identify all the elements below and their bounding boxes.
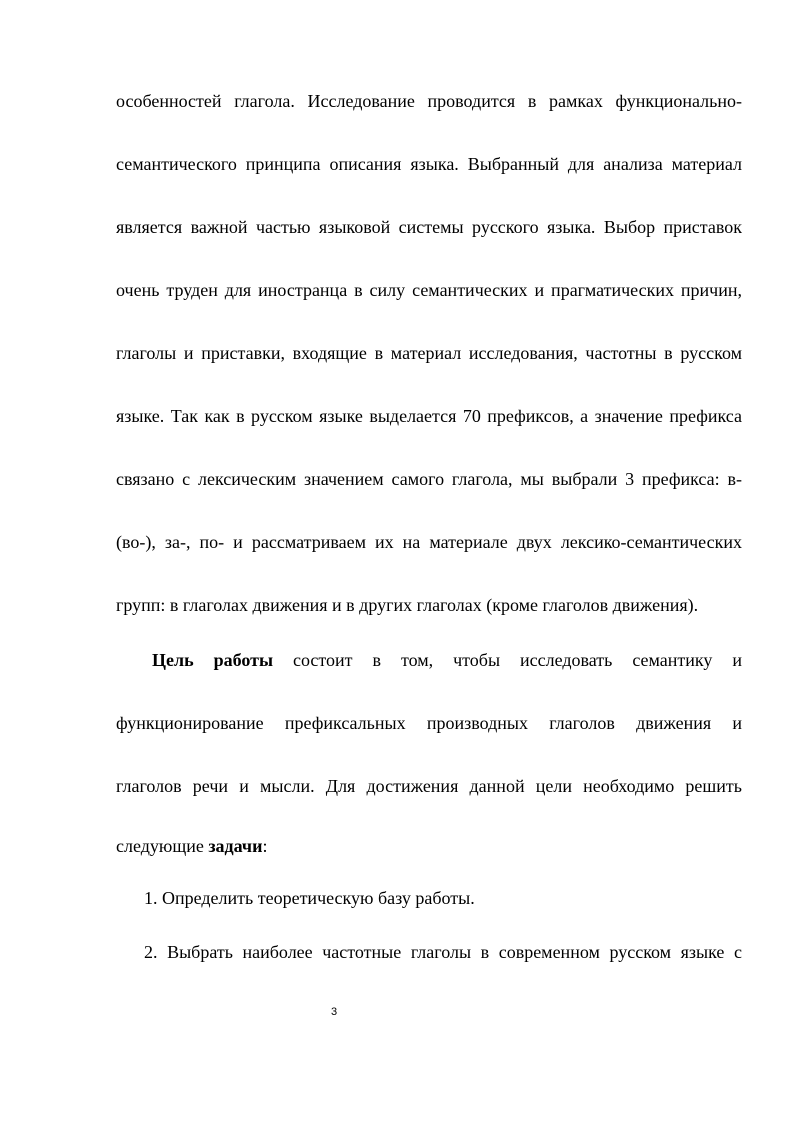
goal-heading: Цель работы (152, 650, 274, 670)
paragraph-line-1: особенностей глагола. Исследование проводится в рамках функционально- (116, 91, 742, 111)
tasks-heading: задачи (208, 836, 263, 856)
paragraph-line-8: (во-), за-, по- и рассматриваем их на материале двух лексико-семантических (116, 532, 742, 552)
paragraph-line-6: языке. Так как в русском языке выделается 70 префиксов, а значение префикса (116, 406, 742, 426)
goal-line-2: функционирование префиксальных производных глаголов движения и (116, 713, 742, 733)
task-item-1: 1. Определить теоретическую базу работы. (144, 888, 475, 908)
paragraph-line-2: семантического принципа описания языка. Выбранный для анализа материал (116, 154, 742, 174)
paragraph-line-3: является важной частью языковой системы русского языка. Выбор приставок (116, 217, 742, 237)
paragraph-line-4: очень труден для иностранца в силу семантических и прагматических причин, (116, 280, 742, 300)
page-number: 3 (331, 1006, 338, 1018)
paragraph-line-7: связано с лексическим значением самого глагола, мы выбрали 3 префикса: в- (116, 469, 742, 489)
goal-line-3: глаголов речи и мысли. Для достижения данной цели необходимо решить (116, 776, 742, 796)
tasks-intro: следующие задачи: (116, 836, 268, 856)
goal-text: состоит в том, чтобы исследовать семантику и (273, 650, 742, 670)
paragraph-line-5: глаголы и приставки, входящие в материал исследования, частотны в русском (116, 343, 742, 363)
goal-line-1 (116, 648, 742, 672)
task-item-2: 2. Выбрать наиболее частотные глаголы в современном русском языке с (144, 942, 742, 962)
paragraph-line-9: групп: в глаголах движения и в других глаголах (кроме глаголов движения). (116, 595, 699, 615)
